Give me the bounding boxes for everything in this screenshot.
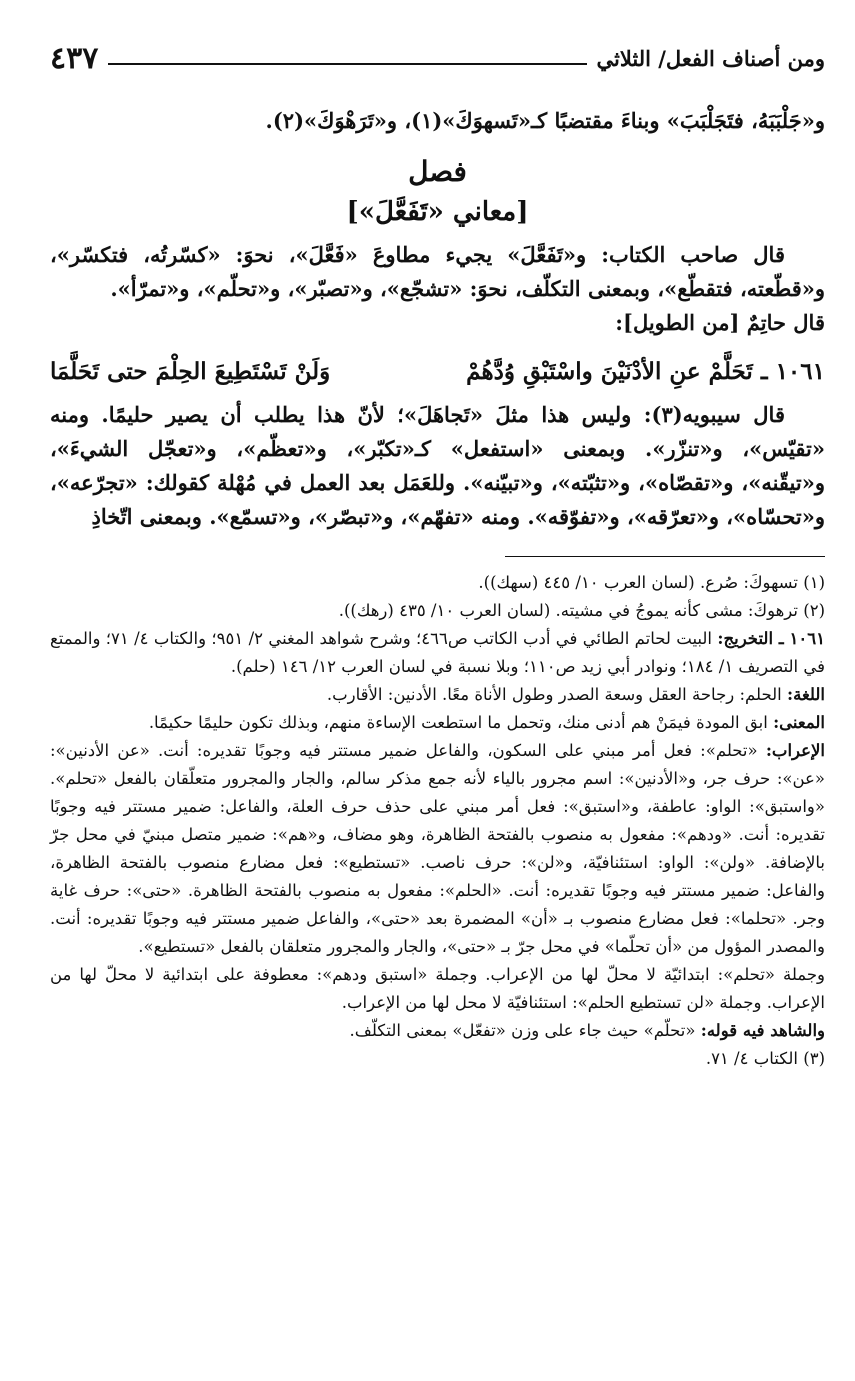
verse-attribution: قال حاتِمٌ [من الطويل]: [615,310,825,335]
footnotes [50,569,825,1073]
running-header [50,38,825,78]
lugha-note [50,681,825,709]
irab-text: «تحلم»: فعل أمر مبني على السكون، والفاعل ضمير مستتر فيه وجوبًا تقديره: أنت. «عن الأدنين»: «عن»: حرف جر، و«الأدنين»: اسم مجرور بالياء لأنه جمع مذكر سالم، والجار والمجرور متعلّقان بالفعل «تحلم». «واستبق»: الواو: عاطفة، و«استبق»: فعل أمر مبني على حذف حرف العلة، والفاعل: ضمير مستتر فيه وجوبًا تقديره: أنت. «ودهم»: مفعول به منصوب بالفتحة الظاهرة، وهو مضاف، و«هم»: ضمير متصل مبنيّ في محل جرّ بالإضافة. «ولن»: الواو: استئنافيّة، و«لن»: حرف ناصب. «تستطيع»: فعل مضارع منصوب بالفتحة الظاهرة، والفاعل: ضمير مستتر فيه وجوبًا تقديره: أنت. «الحلم»: مفعول به منصوب بالفتحة الظاهرة. «حتى»: حرف غاية وجر. «تحلما»: فعل مضارع منصوب بـ «أن» المضمرة بعد «حتى»، والفاعل ضمير مستتر فيه وجوبًا تقديره: أنت. والمصدر المؤول من «أن تحلّما» في محل جرّ بـ «حتى»، والجار والمجرور متعلقان بالفعل «تستطيع». [50,741,825,956]
continued-line: و«جَلْبَبَهُ، فتَجَلْبَبَ» وبناءَ مقتضبًا كـ«تَسهوَكَ»(١)، و«تَرَهْوَكَ»(٢). [265,108,825,133]
lugha-text: الحلم: رجاحة العقل وسعة الصدر وطول الأناة معًا. الأدنين: الأقارب. [326,685,782,704]
verse-1061 [50,354,825,390]
footnote-1: (١) تسهوكَ: صُرع. (لسان العرب ١٠/ ٤٤٥ (سهك)). [478,573,825,592]
irab-note [50,737,825,961]
running-title: ومن أصناف الفعل/ الثلاثي [596,45,825,71]
lugha-label: اللغة: [787,685,825,704]
footnote-2: (٢) ترهوكَ: مشى كأنه يموجُ في مشيته. (لسان العرب ١٠/ ٤٣٥ (رهك)). [338,601,825,620]
mana-label: المعنى: [773,713,825,732]
jumla-note: وجملة «تحلم»: ابتدائيّة لا محلّ لها من الإعراب. وجملة «استبق ودهم»: معطوفة على ابتدائية لا محلّ لها من الإعراب. وجملة «لن تستطيع الحلم»: استئنافيّة لا محل لها من الإعراب. [50,965,825,1012]
header-rule [108,49,586,65]
section-title: فصل [408,155,467,188]
irab-label: الإعراب: [765,741,825,760]
hemistich-1: تَحَلَّمْ عنِ الأدْنَيْنَ واسْتَبْقِ وُدَّهُمْ [466,358,753,385]
mana-text: ابق المودة فيمَنْ هم أدنى منك، وتحمل ما استطعت الإساءة منهم، وبذلك تكون حليمًا حكيمًا. [148,713,768,732]
book-page [50,38,825,1073]
paragraph-2: قال سيبويه(٣): وليس هذا مثلَ «تَجاهَلَ»؛ لأنّ هذا يطلب أن يصير حليمًا. ومنه «تقيّس»، و«تنزّر». وبمعنى «استفعل» كـ«تكبّر»، و«تعظّم»، و«تعجّل الشيءَ»، و«تيقّنه»، و«تقصّاه»، و«تثبّته»، و«تبيّنه». وللعَمَل بعد العمل في مُهْلة كقولك: «تجرّعه»، و«تحسّاه»، و«تعرّقه»، و«تفوّقه». ومنه «تفهّم»، و«تبصّر»، و«تسمّع». وبمعنى اتّخاذِ [50,402,825,529]
takhrij-label: ١٠٦١ ـ التخريج: [717,629,825,648]
main-text [50,104,825,534]
section-subtitle: [معاني «تَفَعَّلَ»] [346,197,529,227]
hemistich-2: وَلَنْ تَسْتَطِيعَ الحِلْمَ حتى تَحَلَّمَا [50,358,331,385]
verse-number: ١٠٦١ ـ [760,358,825,385]
takhrij-text: البيت لحاتم الطائي في أدب الكاتب ص٤٦٦؛ وشرح شواهد المغني ٢/ ٩٥١؛ والكتاب ٤/ ٧١؛ والممتع في التصريف ١/ ١٨٤؛ ونوادر أبي زيد ص١١٠؛ وبلا نسبة في لسان العرب ١٢/ ١٤٦ (حلم). [50,629,825,676]
page-number: ٤٣٧ [50,40,99,76]
takhrij-note [50,625,825,681]
footnote-3: (٣) الكتاب ٤/ ٧١. [705,1049,825,1068]
shahid-note [50,1017,825,1045]
paragraph-1: قال صاحب الكتاب: و«تَفَعَّلَ» يجيء مطاوعَ «فَعَّلَ»، نحوَ: «كسّرتُه، فتكسّر»، و«قطّعته، فتقطّع»، وبمعنى التكلّف، نحوَ: «تشجّع»، و«تصبّر»، و«تحلّم»، و«تمرّأ». [50,242,825,301]
footnote-divider [505,556,825,557]
verse-first-hemistich [466,354,825,390]
shahid-label: والشاهد فيه قوله: [700,1021,825,1040]
mana-note [50,709,825,737]
shahid-text: «تحلّم» حيث جاء على وزن «تفعّل» بمعنى التكلّف. [349,1021,696,1040]
